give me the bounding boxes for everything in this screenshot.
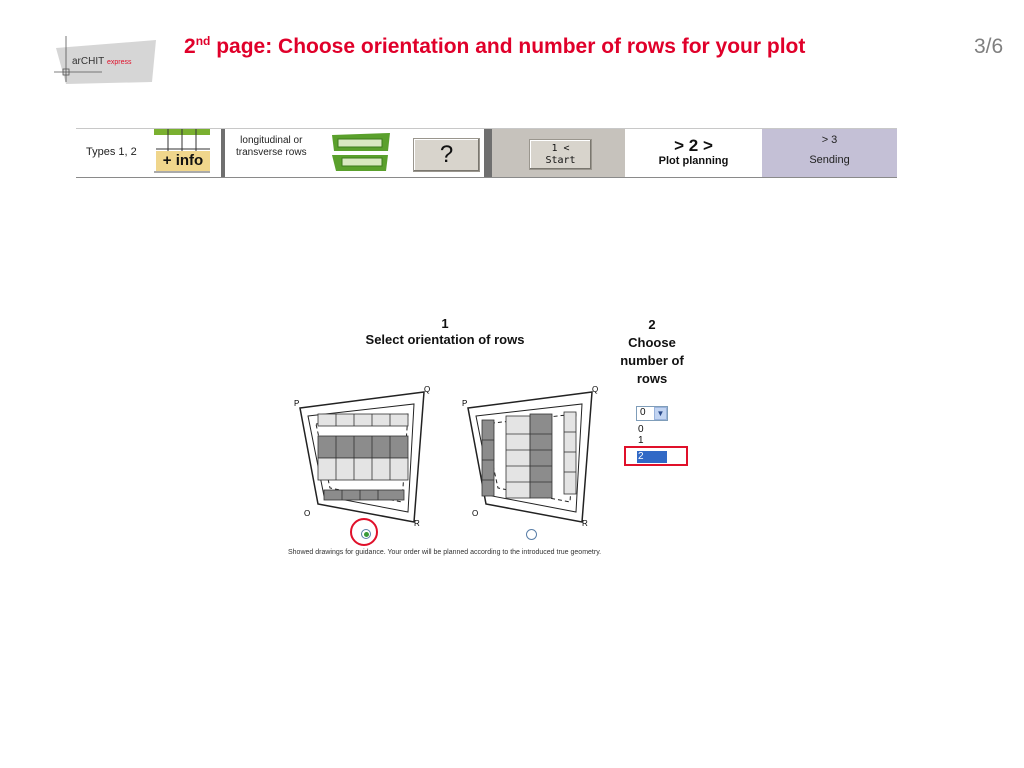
step2-current (625, 129, 762, 177)
corner-label-p: P (462, 399, 468, 408)
rows-option-2[interactable]: 2 (638, 451, 644, 462)
logo-text: arCHIT (72, 56, 105, 67)
corner-label-o: O (304, 509, 311, 518)
page-number: 3/6 (974, 35, 1004, 58)
toolbar-separator (484, 129, 492, 177)
chevron-down-icon[interactable]: ▼ (654, 407, 667, 420)
section2-title (612, 316, 692, 388)
step2-number: > 2 > (674, 136, 713, 155)
transverse-rows-drawing[interactable] (456, 384, 606, 530)
archit-express-logo (52, 34, 160, 84)
corner-label-q: Q (424, 385, 431, 394)
longitudinal-rows-drawing[interactable] (288, 384, 438, 530)
logo-subtext: express (107, 59, 132, 66)
step2-label: Plot planning (658, 155, 729, 167)
rows-orientation-icon (330, 131, 392, 173)
guidance-note: Showed drawings for guidance. Your order will be planned according to the introduced true geometry. (288, 549, 602, 556)
step3-sending[interactable] (762, 129, 897, 177)
start-number: 1 < (551, 143, 570, 154)
rows-label-line1: longitudinal or (240, 135, 303, 146)
option-highlight-box (624, 446, 688, 466)
radio-selected-dot (364, 532, 369, 537)
section2-line2: number of (620, 353, 684, 368)
toolbar-separator (221, 129, 225, 177)
types-label: Types 1, 2 (86, 146, 137, 158)
step3-number: > 3 (821, 134, 838, 146)
corner-label-o: O (472, 509, 479, 518)
wizard-toolbar (76, 128, 897, 178)
help-button[interactable]: ? (413, 138, 480, 172)
start-button[interactable] (529, 139, 592, 170)
title-ordinal-suffix: nd (195, 34, 211, 48)
section2-number: 2 (648, 317, 656, 332)
title-text: page: Choose orientation and number of rows for your plot (210, 35, 806, 58)
section2-line3: rows (636, 371, 668, 386)
corner-label-r: R (582, 519, 588, 528)
transverse-radio[interactable] (526, 529, 537, 540)
section1-number: 1 (441, 316, 449, 331)
corner-label-p: P (294, 399, 300, 408)
rows-select-value: 0 (640, 407, 646, 418)
section1-title: Select orientation of rows (365, 332, 525, 347)
section2-line1: Choose (628, 335, 676, 350)
info-button[interactable]: + info (156, 151, 210, 171)
step3-label: Sending (809, 154, 850, 166)
corner-label-q: Q (592, 385, 599, 394)
corner-label-r: R (414, 519, 420, 528)
rows-option-1[interactable]: 1 (638, 435, 644, 446)
rows-option-0[interactable]: 0 (638, 424, 644, 435)
title-ordinal: 2 (184, 35, 196, 58)
start-label: Start (545, 155, 576, 166)
rows-label-line2: transverse rows (236, 147, 307, 158)
page-title (184, 34, 805, 59)
rows-orientation-label (236, 135, 307, 159)
